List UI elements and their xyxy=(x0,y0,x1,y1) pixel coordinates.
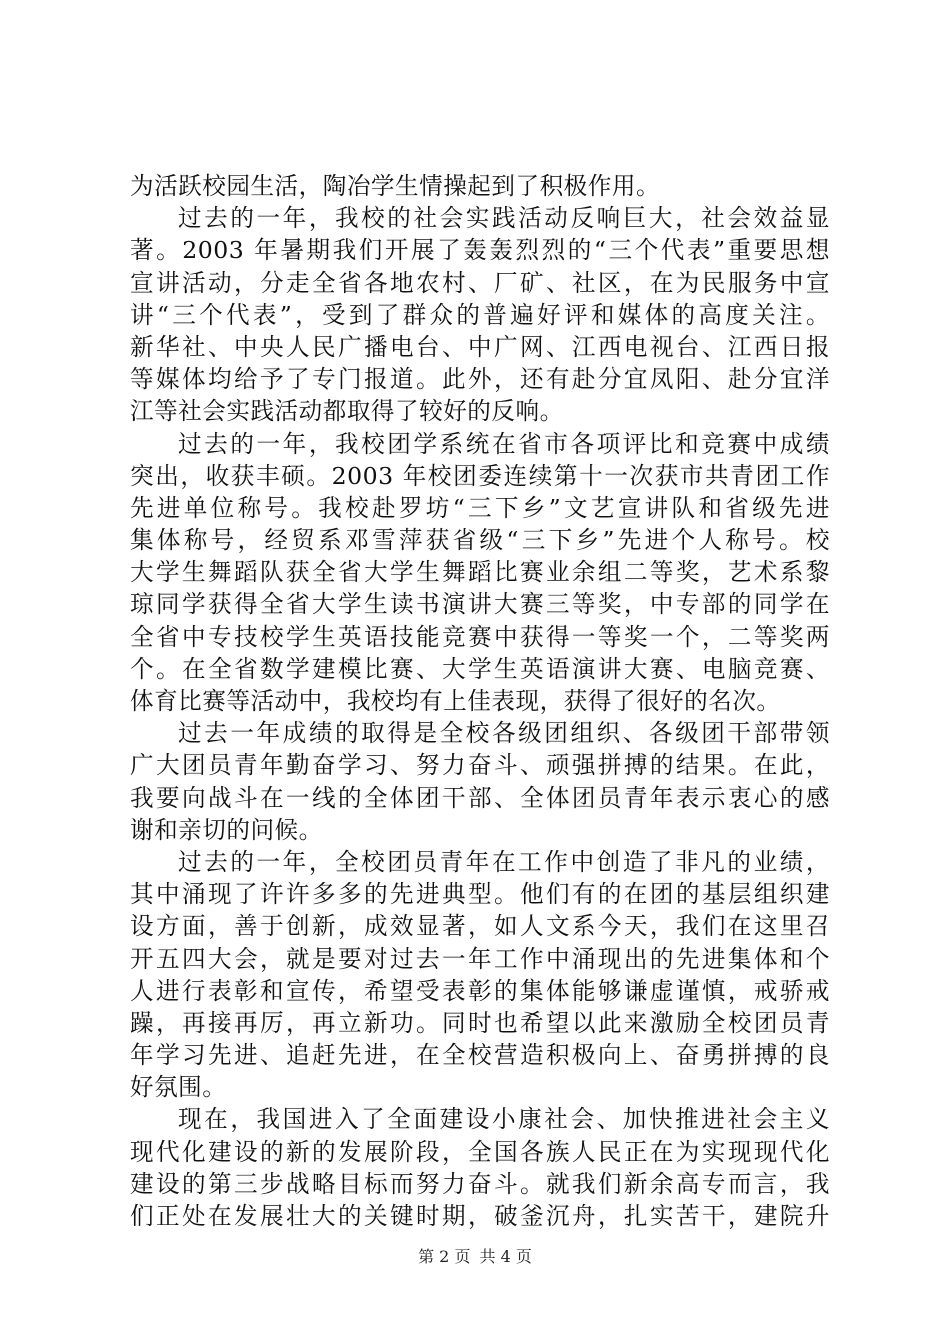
text-line: 躁，再接再厉，再立新功。同时也希望以此来激励全校团员青 xyxy=(130,1008,830,1037)
text-line: 江等社会实践活动都取得了较好的反响。 xyxy=(130,397,564,426)
text-line: 全省中专技校学生英语技能竞赛中获得一等奖一个，二等奖两 xyxy=(130,622,830,651)
text-line: 建设的第三步战略目标而努力奋斗。就我们新余高专而言，我 xyxy=(130,1169,830,1198)
text-line: 们正处在发展壮大的关键时期，破釜沉舟，扎实苦干，建院升 xyxy=(130,1202,830,1230)
text-line: 人进行表彰和宣传，希望受表彰的集体能够谦虚谨慎，戒骄戒 xyxy=(130,976,830,1005)
text-line: 讲“三个代表”，受到了群众的普遍好评和媒体的高度关注。 xyxy=(130,300,830,329)
text-line: 设方面，善于创新，成效显著，如人文系今天，我们在这里召 xyxy=(130,912,830,941)
text-line: 集体称号，经贸系邓雪萍获省级“三下乡”先进个人称号。校 xyxy=(130,526,830,555)
text-line: 突出，收获丰硕。2003 年校团委连续第十一次获市共青团工作 xyxy=(130,461,830,490)
text-line: 现代化建设的新的发展阶段，全国各族人民正在为实现现代化 xyxy=(130,1137,830,1166)
text-line: 年学习先进、追赶先进，在全校营造积极向上、奋勇拼搏的良 xyxy=(130,1041,830,1070)
page-total: 共 4 页 xyxy=(479,1247,532,1266)
document-body xyxy=(130,170,830,1232)
text-line: 著。2003 年暑期我们开展了轰轰烈烈的“三个代表”重要思想 xyxy=(130,236,830,265)
text-line: 宣讲活动，分走全省各地农村、厂矿、社区，在为民服务中宣 xyxy=(130,268,830,297)
text-line: 广大团员青年勤奋学习、努力奋斗、顽强拼搏的结果。在此， xyxy=(130,751,830,780)
text-line: 个。在全省数学建模比赛、大学生英语演讲大赛、电脑竞赛、 xyxy=(130,654,830,683)
text-line: 过去的一年，我校的社会实践活动反响巨大，社会效益显 xyxy=(178,204,830,233)
text-line: 好氛围。 xyxy=(130,1073,227,1102)
text-line: 现在，我国进入了全面建设小康社会、加快推进社会主义 xyxy=(178,1105,830,1134)
page-footer xyxy=(0,1244,950,1267)
text-line: 等媒体均给予了专门报道。此外，还有赴分宜凤阳、赴分宜洋 xyxy=(130,365,830,394)
text-line: 过去一年成绩的取得是全校各级团组织、各级团干部带领 xyxy=(178,719,830,748)
text-line: 新华社、中央人民广播电台、中广网、江西电视台、江西日报 xyxy=(130,332,830,361)
text-line: 体育比赛等活动中，我校均有上佳表现，获得了很好的名次。 xyxy=(130,687,781,715)
text-line: 琼同学获得全省大学生读书演讲大赛三等奖，中专部的同学在 xyxy=(130,590,830,619)
text-line: 谢和亲切的问候。 xyxy=(130,815,323,844)
text-line: 先进单位称号。我校赴罗坊“三下乡”文艺宣讲队和省级先进 xyxy=(130,493,830,522)
text-line: 我要向战斗在一线的全体团干部、全体团员青年表示衷心的感 xyxy=(130,783,830,812)
text-line: 开五四大会，就是要对过去一年工作中涌现出的先进集体和个 xyxy=(130,944,830,973)
text-line: 其中涌现了许许多多的先进典型。他们有的在团的基层组织建 xyxy=(130,880,830,909)
text-line: 大学生舞蹈队获全省大学生舞蹈比赛业余组二等奖，艺术系黎 xyxy=(130,558,830,587)
text-line: 为活跃校园生活，陶冶学生情操起到了积极作用。 xyxy=(130,172,661,200)
page-number: 第 2 页 xyxy=(418,1247,471,1266)
text-line: 过去的一年，全校团员青年在工作中创造了非凡的业绩， xyxy=(178,847,830,876)
text-line: 过去的一年，我校团学系统在省市各项评比和竞赛中成绩 xyxy=(178,429,830,458)
